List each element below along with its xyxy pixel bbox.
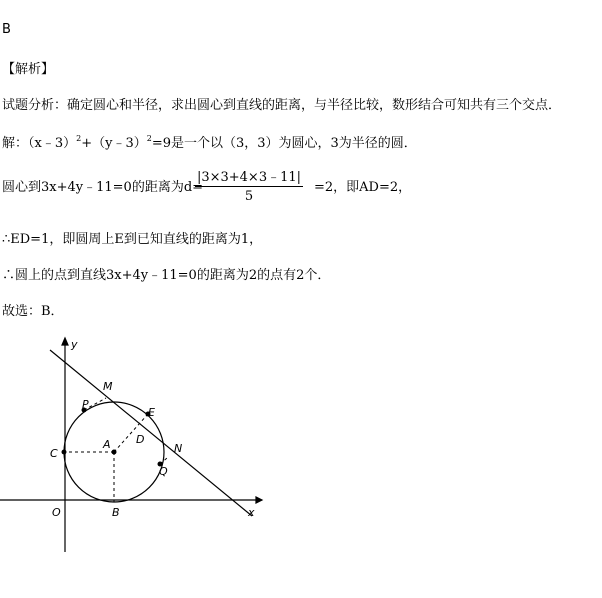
label-d: D bbox=[136, 433, 145, 446]
solution-prefix: 解：（x﹣3） bbox=[2, 136, 77, 151]
answer-letter: B bbox=[2, 22, 11, 37]
solution-line bbox=[2, 132, 417, 151]
label-n: N bbox=[174, 442, 183, 455]
distance-fraction bbox=[186, 166, 312, 204]
distance-denominator: 5 bbox=[244, 189, 254, 204]
label-c: C bbox=[50, 447, 58, 460]
label-o: O bbox=[52, 506, 61, 519]
solution-mid: +（y﹣3） bbox=[81, 136, 147, 151]
label-p: P bbox=[82, 398, 89, 411]
label-q: Q bbox=[159, 465, 168, 478]
solution-exponent-1: 2 bbox=[76, 134, 82, 143]
label-a: A bbox=[103, 438, 111, 451]
label-b: B bbox=[112, 506, 120, 519]
analysis-text: 试题分析：确定圆心和半径，求出圆心到直线的距离，与半径比较，数形结合可知共有三个交点． bbox=[2, 98, 562, 113]
distance-suffix: =2，即AD=2， bbox=[314, 180, 412, 195]
label-m: M bbox=[103, 380, 113, 393]
given-line bbox=[50, 350, 252, 516]
distance-numerator: |3×3+4×3﹣11| bbox=[195, 166, 303, 187]
section-heading: 【解析】 bbox=[2, 62, 55, 77]
therefore-line-2: ∴圆上的点到直线3x+4y﹣11=0的距离为2的点有2个． bbox=[2, 268, 331, 283]
y-axis-arrow bbox=[62, 338, 68, 345]
therefore-line-1: ∴ED=1，即圆周上E到已知直线的距离为1， bbox=[2, 232, 263, 247]
label-x: x bbox=[248, 506, 255, 519]
label-e: E bbox=[148, 406, 155, 419]
point-a bbox=[112, 450, 117, 455]
choice-line: 故选：B． bbox=[2, 304, 64, 319]
label-y: y bbox=[71, 338, 78, 351]
geometry-figure bbox=[0, 336, 602, 598]
point-c bbox=[62, 450, 67, 455]
solution-suffix: =9是一个以（3，3）为圆心，3为半径的圆． bbox=[151, 136, 417, 151]
x-axis-arrow bbox=[256, 497, 262, 503]
solution-exponent-2: 2 bbox=[146, 134, 152, 143]
distance-prefix: 圆心到3x+4y﹣11=0的距离为d= bbox=[2, 180, 204, 195]
